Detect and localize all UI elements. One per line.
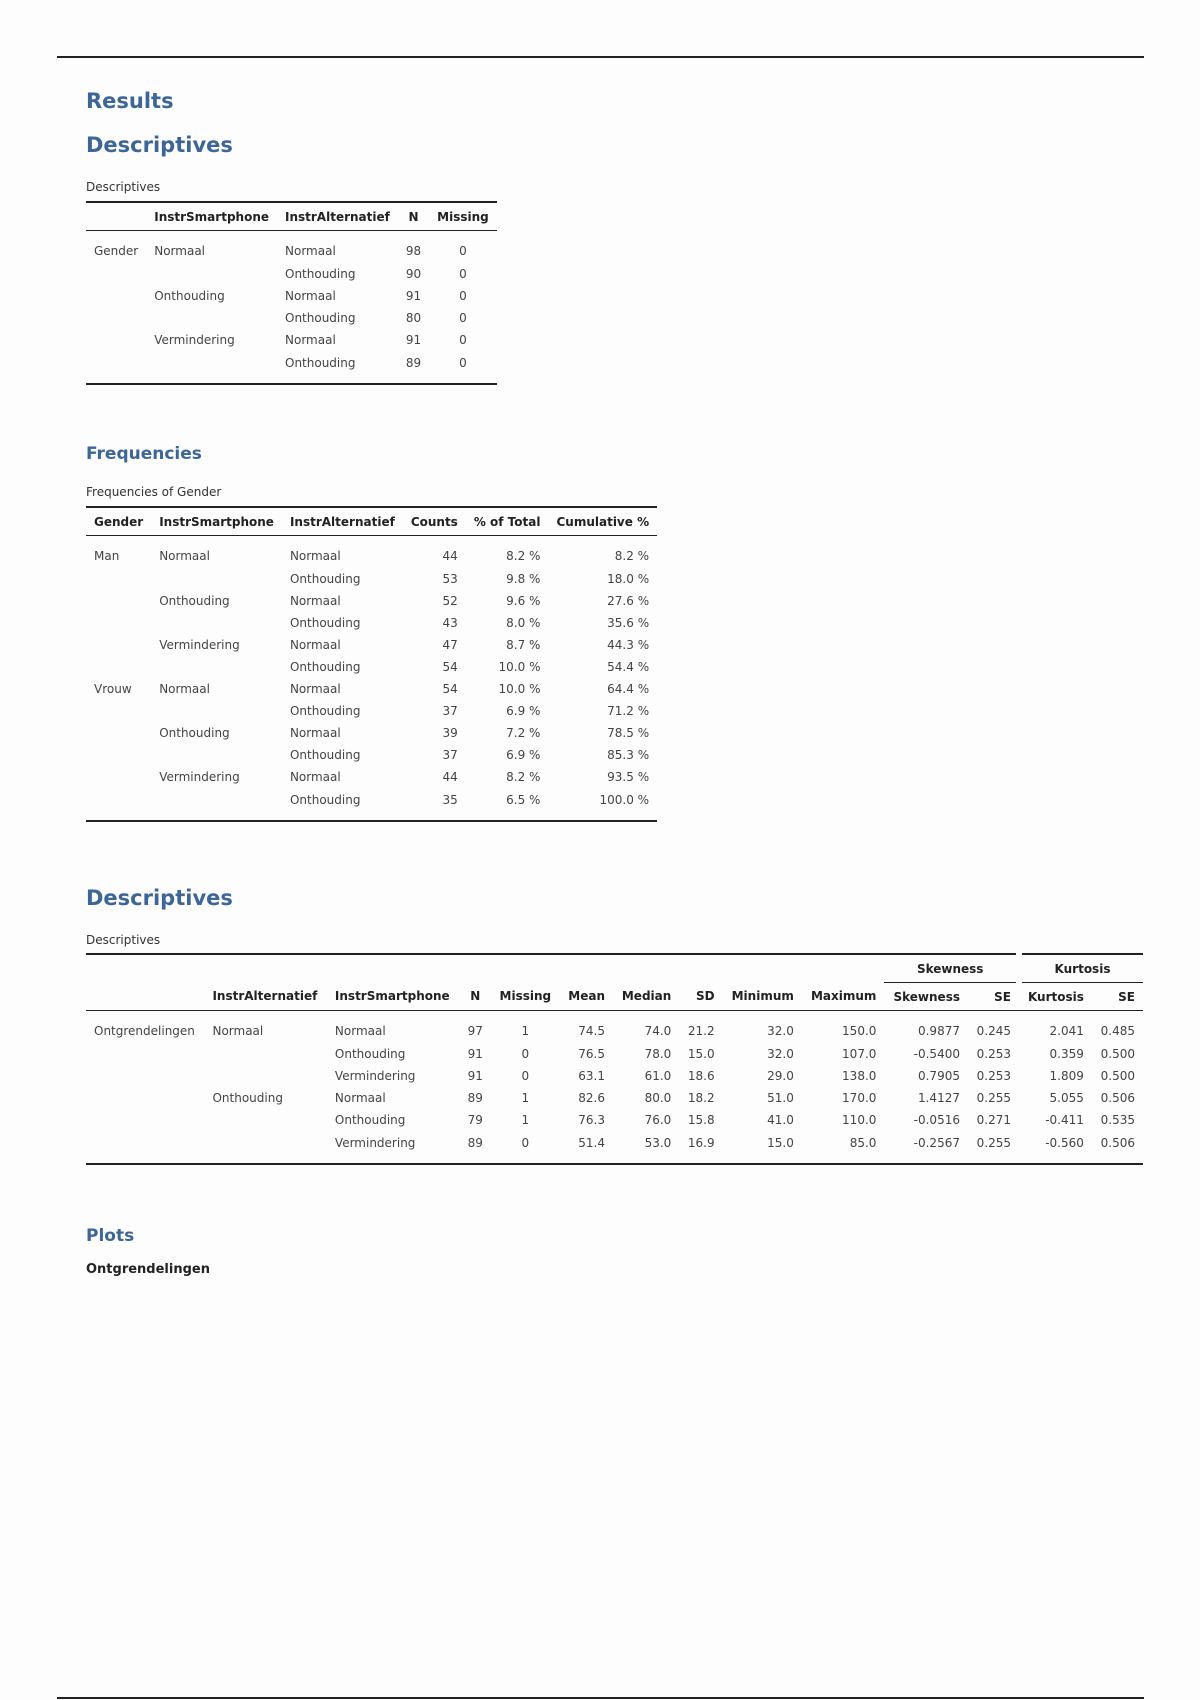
table-cell: 74.0 bbox=[644, 1024, 672, 1038]
column-header: SE bbox=[1092, 983, 1143, 1011]
table-cell: 35 bbox=[442, 793, 458, 807]
table-row bbox=[86, 329, 497, 351]
table-cell: 32.0 bbox=[767, 1047, 794, 1061]
table-cell: 39 bbox=[442, 726, 458, 740]
descriptives-heading: Descriptives bbox=[86, 133, 233, 157]
table-cell: 78.5 % bbox=[607, 726, 650, 740]
table-cell: 51.0 bbox=[767, 1091, 794, 1105]
table-cell: 6.9 % bbox=[506, 748, 541, 762]
table-row bbox=[86, 1011, 1143, 1044]
table-cell bbox=[204, 1065, 326, 1087]
table-row bbox=[86, 1109, 1143, 1131]
column-header: SE bbox=[968, 983, 1019, 1011]
table-cell: 0.506 bbox=[1100, 1136, 1135, 1150]
table-cell: 76.3 bbox=[578, 1113, 605, 1127]
table-cell: 37 bbox=[442, 704, 458, 718]
table-cell: 10.0 % bbox=[498, 682, 541, 696]
table-cell: 8.2 % bbox=[506, 770, 541, 784]
table-cell: 29.0 bbox=[767, 1069, 794, 1083]
table-cell bbox=[86, 307, 146, 329]
table-cell: 0.500 bbox=[1100, 1047, 1135, 1061]
table-row bbox=[86, 766, 657, 788]
table-caption: Frequencies of Gender bbox=[86, 485, 222, 499]
table-cell: Vermindering bbox=[334, 1136, 416, 1150]
descriptives-detail-table bbox=[86, 953, 1143, 1165]
top-rule bbox=[57, 56, 1144, 58]
table-cell: 97 bbox=[467, 1024, 483, 1038]
table-cell: Onthouding bbox=[154, 289, 225, 303]
table-cell bbox=[146, 351, 277, 384]
plots-heading: Plots bbox=[86, 1226, 135, 1246]
table-cell: 47 bbox=[442, 638, 458, 652]
table-row bbox=[86, 285, 497, 307]
table-cell: 85.0 bbox=[849, 1136, 877, 1150]
table-cell: Gender bbox=[94, 244, 139, 258]
table-cell: 0.271 bbox=[976, 1113, 1011, 1127]
descriptives-table bbox=[86, 201, 497, 385]
table-cell: Onthouding bbox=[285, 356, 356, 370]
table-cell: 15.0 bbox=[687, 1047, 715, 1061]
table-cell: Vermindering bbox=[159, 638, 240, 652]
table-cell: -0.560 bbox=[1045, 1136, 1084, 1150]
table-cell: Vermindering bbox=[154, 333, 235, 347]
column-header: N bbox=[398, 202, 429, 231]
table-cell bbox=[86, 263, 146, 285]
table-cell: 1 bbox=[521, 1113, 530, 1127]
table-row bbox=[86, 590, 657, 612]
table-row bbox=[86, 307, 497, 329]
table-cell: 110.0 bbox=[842, 1113, 877, 1127]
table-cell: 18.0 % bbox=[607, 572, 650, 586]
table-row bbox=[86, 700, 657, 722]
table-cell: 91 bbox=[405, 289, 422, 303]
column-header: Cumulative % bbox=[548, 507, 657, 536]
table-row bbox=[86, 722, 657, 744]
table-cell bbox=[86, 590, 151, 612]
table-cell bbox=[151, 700, 282, 722]
table-cell: 90 bbox=[405, 267, 422, 281]
column-header: Mean bbox=[560, 983, 613, 1011]
table-cell bbox=[86, 656, 151, 678]
table-cell: Normaal bbox=[285, 333, 336, 347]
table-cell: 100.0 % bbox=[599, 793, 650, 807]
table-cell: 76.0 bbox=[644, 1113, 672, 1127]
table-cell bbox=[151, 656, 282, 678]
table-cell: Onthouding bbox=[289, 704, 361, 718]
table-cell bbox=[204, 1131, 326, 1164]
table-cell: 2.041 bbox=[1049, 1024, 1084, 1038]
table-cell: Normaal bbox=[289, 594, 341, 608]
table-caption: Descriptives bbox=[86, 180, 161, 194]
table-cell: 1 bbox=[521, 1024, 530, 1038]
table-cell: 0.253 bbox=[976, 1047, 1011, 1061]
table-cell: Normaal bbox=[289, 726, 341, 740]
table-cell bbox=[86, 766, 151, 788]
table-row bbox=[86, 568, 657, 590]
table-cell: 7.2 % bbox=[506, 726, 541, 740]
table-row bbox=[86, 656, 657, 678]
table-row bbox=[86, 1087, 1143, 1109]
column-header: Minimum bbox=[723, 983, 802, 1011]
table-cell: 43 bbox=[442, 616, 458, 630]
column-header: N bbox=[459, 983, 491, 1011]
table-cell: 44 bbox=[442, 549, 458, 563]
column-header: InstrSmartphone bbox=[151, 507, 282, 536]
table-cell: Onthouding bbox=[289, 793, 361, 807]
table-cell: 44 bbox=[442, 770, 458, 784]
column-header: InstrSmartphone bbox=[146, 202, 277, 231]
column-header: SD bbox=[679, 983, 722, 1011]
table-cell: 1.809 bbox=[1049, 1069, 1084, 1083]
column-header: Skewness bbox=[884, 983, 968, 1011]
table-cell: 0 bbox=[459, 333, 467, 347]
column-header: % of Total bbox=[466, 507, 549, 536]
column-header: Gender bbox=[86, 507, 151, 536]
table-cell: Onthouding bbox=[289, 660, 361, 674]
table-row bbox=[86, 536, 657, 569]
table-cell: 89 bbox=[467, 1136, 483, 1150]
table-cell: 53.0 bbox=[644, 1136, 672, 1150]
table-cell: Normaal bbox=[212, 1024, 264, 1038]
table-cell: 0 bbox=[521, 1069, 530, 1083]
column-header: Median bbox=[613, 983, 679, 1011]
table-cell bbox=[146, 263, 277, 285]
table-cell: 21.2 bbox=[687, 1024, 715, 1038]
table-cell: Normaal bbox=[154, 244, 206, 258]
table-cell: -0.2567 bbox=[913, 1136, 960, 1150]
table-cell: 61.0 bbox=[644, 1069, 672, 1083]
table-cell: 170.0 bbox=[842, 1091, 877, 1105]
table-cell: Onthouding bbox=[285, 267, 356, 281]
table-cell bbox=[86, 612, 151, 634]
table-row bbox=[86, 351, 497, 384]
table-cell: Onthouding bbox=[159, 726, 230, 740]
table-row bbox=[86, 1043, 1143, 1065]
column-header: Maximum bbox=[802, 983, 885, 1011]
table-cell: Normaal bbox=[334, 1024, 386, 1038]
table-cell: 80 bbox=[405, 311, 422, 325]
table-cell bbox=[86, 788, 151, 821]
table-cell: 138.0 bbox=[842, 1069, 877, 1083]
table-cell: 91 bbox=[467, 1069, 483, 1083]
table-cell: 107.0 bbox=[842, 1047, 877, 1061]
column-header: InstrAlternatief bbox=[204, 983, 326, 1011]
table-cell: 76.5 bbox=[578, 1047, 605, 1061]
table-cell: 0.253 bbox=[976, 1069, 1011, 1083]
table-cell: 0.485 bbox=[1100, 1024, 1135, 1038]
table-cell: 41.0 bbox=[767, 1113, 794, 1127]
table-cell: 15.0 bbox=[767, 1136, 794, 1150]
table-cell: Onthouding bbox=[334, 1113, 406, 1127]
table-row bbox=[86, 263, 497, 285]
table-cell bbox=[86, 568, 151, 590]
table-cell: 9.8 % bbox=[506, 572, 541, 586]
table-cell: 64.4 % bbox=[607, 682, 650, 696]
table-cell bbox=[204, 1109, 326, 1131]
table-cell: 8.2 % bbox=[614, 549, 650, 563]
column-header: InstrSmartphone bbox=[327, 983, 459, 1011]
table-cell: Normaal bbox=[289, 549, 341, 563]
table-cell: 93.5 % bbox=[607, 770, 650, 784]
table-cell: 82.6 bbox=[578, 1091, 605, 1105]
table-cell bbox=[86, 1065, 204, 1087]
table-row bbox=[86, 612, 657, 634]
table-cell: 63.1 bbox=[578, 1069, 605, 1083]
table-cell: Onthouding bbox=[334, 1047, 406, 1061]
frequencies-table bbox=[86, 506, 657, 822]
table-cell: 1 bbox=[521, 1091, 530, 1105]
kurtosis-group-header: Kurtosis bbox=[1019, 954, 1143, 983]
table-cell: 0 bbox=[459, 244, 467, 258]
table-cell: Normaal bbox=[285, 244, 336, 258]
table-cell: 51.4 bbox=[578, 1136, 605, 1150]
skewness-group-header: Skewness bbox=[884, 954, 1019, 983]
table-cell: Onthouding bbox=[285, 311, 356, 325]
table-cell: 98 bbox=[405, 244, 422, 258]
table-cell: 44.3 % bbox=[607, 638, 650, 652]
column-header: InstrAlternatief bbox=[282, 507, 403, 536]
table-cell: 0.245 bbox=[976, 1024, 1011, 1038]
table-cell bbox=[86, 1109, 204, 1131]
table-cell: 54 bbox=[442, 660, 458, 674]
table-cell: 32.0 bbox=[767, 1024, 794, 1038]
table-cell: 91 bbox=[467, 1047, 483, 1061]
table-cell: 0 bbox=[459, 356, 467, 370]
table-cell: 37 bbox=[442, 748, 458, 762]
column-header: Counts bbox=[403, 507, 466, 536]
table-cell: 6.9 % bbox=[506, 704, 541, 718]
table-cell: Normaal bbox=[289, 770, 341, 784]
table-cell: Normaal bbox=[285, 289, 336, 303]
table-row bbox=[86, 634, 657, 656]
table-cell: 89 bbox=[467, 1091, 483, 1105]
table-cell: 0 bbox=[459, 289, 467, 303]
table-cell: Onthouding bbox=[212, 1091, 283, 1105]
table-row bbox=[86, 744, 657, 766]
table-cell bbox=[204, 1043, 326, 1065]
table-cell bbox=[86, 722, 151, 744]
table-cell: 53 bbox=[442, 572, 458, 586]
column-header bbox=[86, 983, 204, 1011]
table-cell: 16.9 bbox=[687, 1136, 715, 1150]
table-cell: Man bbox=[94, 549, 120, 563]
table-row bbox=[86, 678, 657, 700]
table-cell: 85.3 % bbox=[607, 748, 650, 762]
table-cell: 18.6 bbox=[687, 1069, 715, 1083]
table-cell: Normaal bbox=[289, 638, 341, 652]
column-header: InstrAlternatief bbox=[277, 202, 398, 231]
table-cell: Vermindering bbox=[334, 1069, 416, 1083]
table-cell: 8.7 % bbox=[506, 638, 541, 652]
table-cell: 0 bbox=[459, 311, 467, 325]
table-cell: 35.6 % bbox=[607, 616, 650, 630]
table-cell: 0.9877 bbox=[917, 1024, 960, 1038]
table-cell bbox=[86, 1131, 204, 1164]
table-cell: 0.506 bbox=[1100, 1091, 1135, 1105]
table-cell bbox=[151, 568, 282, 590]
table-cell bbox=[146, 307, 277, 329]
table-cell: 5.055 bbox=[1049, 1091, 1084, 1105]
table-cell: 0.255 bbox=[976, 1136, 1011, 1150]
table-cell: 78.0 bbox=[644, 1047, 672, 1061]
table-cell bbox=[86, 1043, 204, 1065]
table-cell: 0.7905 bbox=[917, 1069, 960, 1083]
table-cell: 0.500 bbox=[1100, 1069, 1135, 1083]
descriptives-heading: Descriptives bbox=[86, 886, 233, 910]
table-cell bbox=[86, 351, 146, 384]
table-cell: 8.0 % bbox=[506, 616, 541, 630]
table-cell: 0 bbox=[521, 1047, 530, 1061]
table-cell bbox=[151, 612, 282, 634]
table-cell: 74.5 bbox=[578, 1024, 605, 1038]
bottom-rule bbox=[57, 1697, 1144, 1699]
table-cell: 54 bbox=[442, 682, 458, 696]
table-cell: 150.0 bbox=[842, 1024, 877, 1038]
table-cell: 27.6 % bbox=[607, 594, 650, 608]
table-cell bbox=[86, 744, 151, 766]
table-cell: 9.6 % bbox=[506, 594, 541, 608]
table-cell: 52 bbox=[442, 594, 458, 608]
table-cell bbox=[86, 285, 146, 307]
table-cell bbox=[151, 744, 282, 766]
table-cell: 0.359 bbox=[1049, 1047, 1084, 1061]
table-cell: 10.0 % bbox=[498, 660, 541, 674]
table-cell: 0.535 bbox=[1100, 1113, 1135, 1127]
table-cell: -0.411 bbox=[1045, 1113, 1084, 1127]
table-cell: 0 bbox=[459, 267, 467, 281]
table-cell: 89 bbox=[405, 356, 422, 370]
table-row bbox=[86, 788, 657, 821]
table-cell: 1.4127 bbox=[917, 1091, 960, 1105]
table-cell: 15.8 bbox=[687, 1113, 715, 1127]
table-cell: -0.0516 bbox=[913, 1113, 960, 1127]
table-cell: Onthouding bbox=[289, 748, 361, 762]
table-cell: 91 bbox=[405, 333, 422, 347]
table-cell bbox=[151, 788, 282, 821]
table-cell: 8.2 % bbox=[506, 549, 541, 563]
table-cell: Normaal bbox=[334, 1091, 386, 1105]
table-cell: 18.2 bbox=[687, 1091, 715, 1105]
table-cell: 71.2 % bbox=[607, 704, 650, 718]
table-cell: Onthouding bbox=[289, 616, 361, 630]
table-cell: Vrouw bbox=[94, 682, 132, 696]
table-caption: Descriptives bbox=[86, 933, 161, 947]
results-heading: Results bbox=[86, 89, 174, 113]
column-header: Missing bbox=[491, 983, 559, 1011]
table-cell bbox=[86, 700, 151, 722]
table-cell: Normaal bbox=[289, 682, 341, 696]
table-cell: 0 bbox=[521, 1136, 530, 1150]
table-row bbox=[86, 231, 497, 264]
table-cell: 80.0 bbox=[644, 1091, 672, 1105]
table-cell bbox=[86, 1087, 204, 1109]
table-cell bbox=[86, 329, 146, 351]
column-header: Kurtosis bbox=[1019, 983, 1092, 1011]
table-row bbox=[86, 1065, 1143, 1087]
table-cell: 54.4 % bbox=[607, 660, 650, 674]
column-header: Missing bbox=[429, 202, 497, 231]
plot-title: Ontgrendelingen bbox=[86, 1262, 210, 1277]
table-cell: Normaal bbox=[159, 682, 210, 696]
table-cell: 79 bbox=[467, 1113, 483, 1127]
column-header bbox=[86, 202, 146, 231]
table-cell: Onthouding bbox=[289, 572, 361, 586]
table-cell: 0.255 bbox=[976, 1091, 1011, 1105]
table-cell: Onthouding bbox=[159, 594, 230, 608]
frequencies-heading: Frequencies bbox=[86, 444, 202, 464]
table-cell: Ontgrendelingen bbox=[94, 1024, 195, 1038]
table-cell: 6.5 % bbox=[506, 793, 541, 807]
table-cell: Normaal bbox=[159, 549, 210, 563]
table-cell: -0.5400 bbox=[913, 1047, 960, 1061]
table-cell: Vermindering bbox=[159, 770, 240, 784]
table-row bbox=[86, 1131, 1143, 1164]
table-cell bbox=[86, 634, 151, 656]
